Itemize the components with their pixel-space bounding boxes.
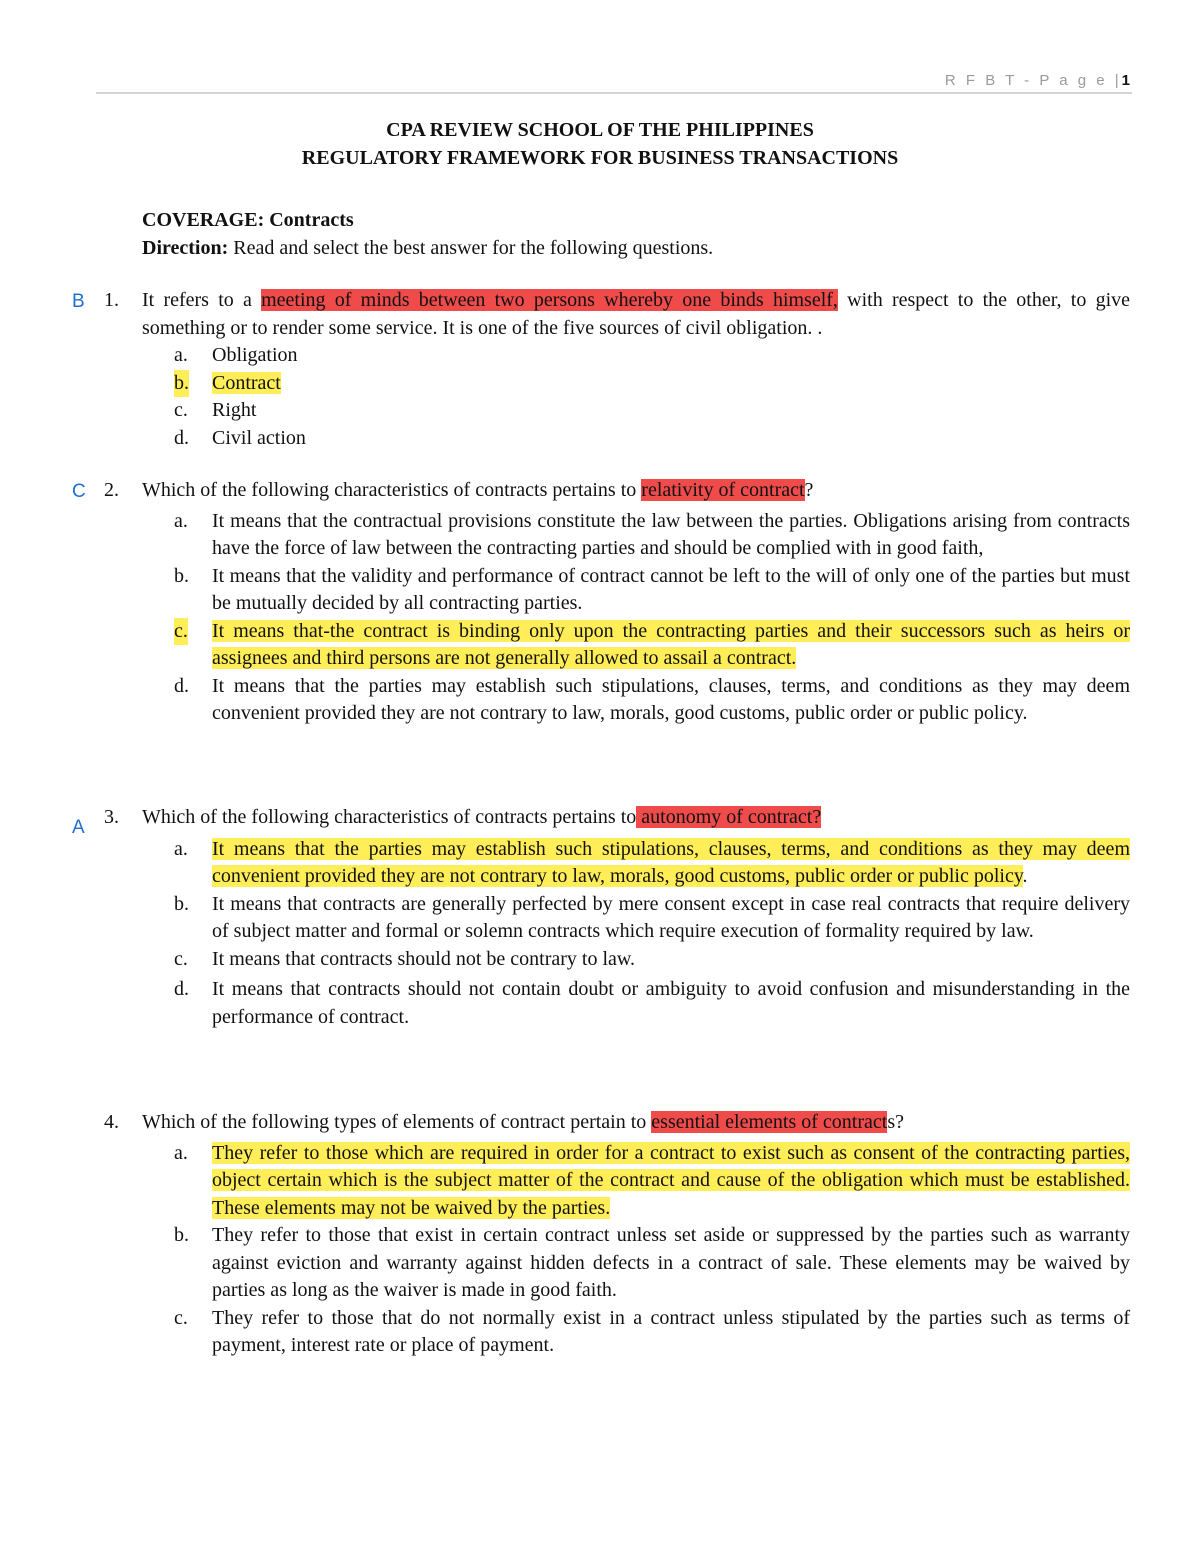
stem-highlight: meeting of minds between two persons whereby one binds himself, bbox=[261, 289, 838, 311]
question-1 bbox=[72, 287, 1131, 452]
stem-text: Which of the following characteristics of contracts pertains to bbox=[142, 806, 637, 828]
school-title: CPA REVIEW SCHOOL OF THE PHILIPPINES bbox=[386, 119, 814, 141]
option-b bbox=[142, 891, 1130, 946]
question-stem bbox=[142, 1109, 1130, 1137]
option-text: Obligation bbox=[212, 344, 298, 366]
question-stem bbox=[142, 804, 1130, 832]
stem-text: s? bbox=[887, 1111, 904, 1133]
option-letter: c. bbox=[174, 399, 188, 421]
option-text-highlighted: It means that the parties may establish such stipulations, clauses, terms, and conditions as they may deem convenient provided they are not contrary to law, morals, good customs, public order or public policy bbox=[212, 837, 1130, 887]
option-letter: c. bbox=[174, 1306, 188, 1329]
answer-options bbox=[142, 1140, 1130, 1360]
page-number: 1 bbox=[1121, 72, 1130, 89]
stem-text: Which of the following types of elements of contract pertain to bbox=[142, 1111, 652, 1133]
option-text: It means that the parties may establish such stipulations, clauses, terms, and conditions as they may deem convenient provided they are not contrary to law, morals, good customs, public order or public policy. bbox=[212, 674, 1130, 724]
stem-highlight: relativity of contract bbox=[641, 479, 805, 501]
option-b bbox=[142, 370, 1130, 398]
question-stem bbox=[142, 287, 1130, 342]
option-letter: b. bbox=[174, 370, 189, 398]
option-text-highlighted: Contract bbox=[212, 371, 281, 394]
option-letter: d. bbox=[174, 674, 189, 697]
question-number: 2. bbox=[104, 479, 119, 501]
option-d bbox=[142, 976, 1130, 1031]
stem-text: ? bbox=[804, 479, 814, 501]
instructions bbox=[142, 206, 1132, 262]
option-letter: a. bbox=[174, 344, 188, 366]
answer-options bbox=[142, 342, 1130, 452]
option-a bbox=[142, 508, 1130, 563]
option-a bbox=[142, 342, 1130, 370]
direction-line bbox=[142, 234, 1132, 262]
answer-options bbox=[142, 508, 1130, 728]
question-3 bbox=[72, 804, 1130, 1031]
option-text: It means that the contractual provisions constitute the law between the parties. Obligations arising from contracts have the force of law between the contracting parties and should be complied with in good faith, bbox=[212, 509, 1130, 559]
option-c bbox=[142, 946, 1130, 974]
question-number: 3. bbox=[104, 806, 119, 828]
option-letter: a. bbox=[174, 509, 188, 532]
option-c bbox=[142, 397, 1130, 425]
coverage-value: Contracts bbox=[269, 209, 354, 231]
direction-text: Read and select the best answer for the following questions. bbox=[233, 237, 714, 259]
option-c bbox=[142, 618, 1130, 673]
option-b bbox=[142, 1222, 1130, 1305]
stem-text: Which of the following characteristics of contracts pertains to bbox=[142, 479, 642, 501]
option-text: They refer to those that do not normally exist in a contract unless stipulated by the parties such as terms of payment, interest rate or place of payment. bbox=[212, 1306, 1130, 1356]
stem-highlight: essential elements of contract bbox=[651, 1111, 888, 1133]
running-header-label: R F B T - P a g e | bbox=[944, 72, 1122, 89]
answer-mark: B bbox=[72, 291, 85, 312]
option-letter: b. bbox=[174, 1224, 189, 1246]
document-titles bbox=[0, 116, 1200, 172]
option-letter: d. bbox=[174, 426, 189, 449]
stem-text: It refers to a bbox=[142, 289, 262, 311]
header-divider bbox=[96, 92, 1132, 94]
answer-options bbox=[142, 836, 1130, 1032]
question-number: 1. bbox=[104, 289, 119, 311]
option-letter: b. bbox=[174, 564, 189, 587]
option-letter: b. bbox=[174, 892, 189, 915]
option-letter: a. bbox=[174, 1141, 188, 1164]
question-2 bbox=[72, 477, 1130, 728]
question-number: 4. bbox=[104, 1111, 119, 1133]
option-c bbox=[142, 1305, 1130, 1360]
option-text-highlighted: They refer to those which are required in order for a contract to exist such as consent of the contracting parties, object certain which is the subject matter of the contract and cause of the obligation which must be established. These elements may not be waived by the parties. bbox=[212, 1141, 1130, 1219]
option-d bbox=[142, 673, 1130, 728]
running-header bbox=[945, 72, 1130, 89]
option-letter: a. bbox=[174, 837, 188, 860]
stem-text: with respect to the other, to give something or to render some service. It is one of the five sources of civil obligation. . bbox=[142, 289, 1131, 339]
direction-label: Direction: bbox=[142, 237, 229, 259]
option-text: It means that contracts should not be contrary to law. bbox=[212, 947, 636, 970]
option-text: Right bbox=[212, 399, 257, 421]
option-letter: c. bbox=[174, 947, 188, 970]
option-text-highlighted: It means that-the contract is binding only upon the contracting parties and their successors such as heirs or assignees and third persons are not generally allowed to assail a contract. bbox=[212, 619, 1130, 669]
option-letter: d. bbox=[174, 978, 189, 1000]
option-b bbox=[142, 563, 1130, 618]
option-text-tail: . bbox=[1022, 865, 1028, 887]
option-text: It means that contracts should not contain doubt or ambiguity to avoid confusion and misunderstanding in the performance of contract. bbox=[212, 978, 1130, 1028]
subject-title: REGULATORY FRAMEWORK FOR BUSINESS TRANSACTIONS bbox=[301, 147, 899, 169]
option-a bbox=[142, 1140, 1130, 1223]
question-4 bbox=[104, 1109, 1130, 1360]
stem-highlight: autonomy of contract? bbox=[636, 806, 822, 828]
option-d bbox=[142, 425, 1130, 453]
answer-mark: A bbox=[72, 817, 85, 838]
coverage-line bbox=[142, 206, 1132, 234]
option-text: It means that contracts are generally perfected by mere consent except in case real contracts that require delivery of subject matter and formal or solemn contracts which require execution of formality required by law. bbox=[212, 892, 1130, 942]
option-text: Civil action bbox=[212, 426, 306, 449]
option-text: They refer to those that exist in certain contract unless set aside or suppressed by the parties such as warranty against eviction and warranty against hidden defects in a contract of sale. These elements may be waived by parties as long as the waiver is made in good faith. bbox=[212, 1224, 1130, 1301]
option-text: It means that the validity and performance of contract cannot be left to the will of only one of the parties but must be mutually decided by all contracting parties. bbox=[212, 564, 1130, 614]
coverage-label: COVERAGE: bbox=[142, 209, 265, 231]
answer-mark: C bbox=[72, 481, 86, 502]
option-a bbox=[142, 836, 1130, 891]
question-stem bbox=[142, 477, 1130, 505]
option-letter: c. bbox=[174, 618, 188, 646]
